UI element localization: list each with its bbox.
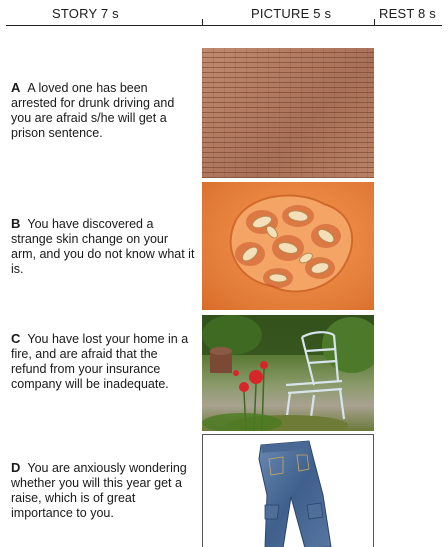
story-text: You have discovered a strange skin change on your arm, and you do not know what it is. xyxy=(11,217,195,276)
garden-chair-image xyxy=(202,315,374,431)
story-letter: A xyxy=(11,80,21,95)
story-b xyxy=(11,216,196,277)
story-letter: D xyxy=(11,460,21,475)
header-picture-label: PICTURE 5 s xyxy=(251,6,332,21)
timeline-axis xyxy=(6,25,442,26)
story-text: You have lost your home in a fire, and are afraid that the refund from your insurance company will be inadequate. xyxy=(11,332,189,391)
header-rest-label: REST 8 s xyxy=(379,6,436,21)
story-d xyxy=(11,460,196,521)
story-text: A loved one has been arrested for drunk driving and you are afraid s/he will get a prison sentence. xyxy=(11,81,175,140)
cantaloupe-seeds-image xyxy=(202,182,374,310)
story-letter: B xyxy=(11,216,21,231)
story-a xyxy=(11,80,196,141)
story-c xyxy=(11,331,196,392)
story-letter: C xyxy=(11,331,21,346)
jeans-image xyxy=(202,434,374,547)
brick-wall-image xyxy=(202,48,374,178)
timeline-tick xyxy=(202,19,203,26)
timeline-tick xyxy=(374,19,375,26)
header-story-label: STORY 7 s xyxy=(52,6,119,21)
story-text: You are anxiously wondering whether you will this year get a raise, which is of great importance to you. xyxy=(11,461,187,520)
